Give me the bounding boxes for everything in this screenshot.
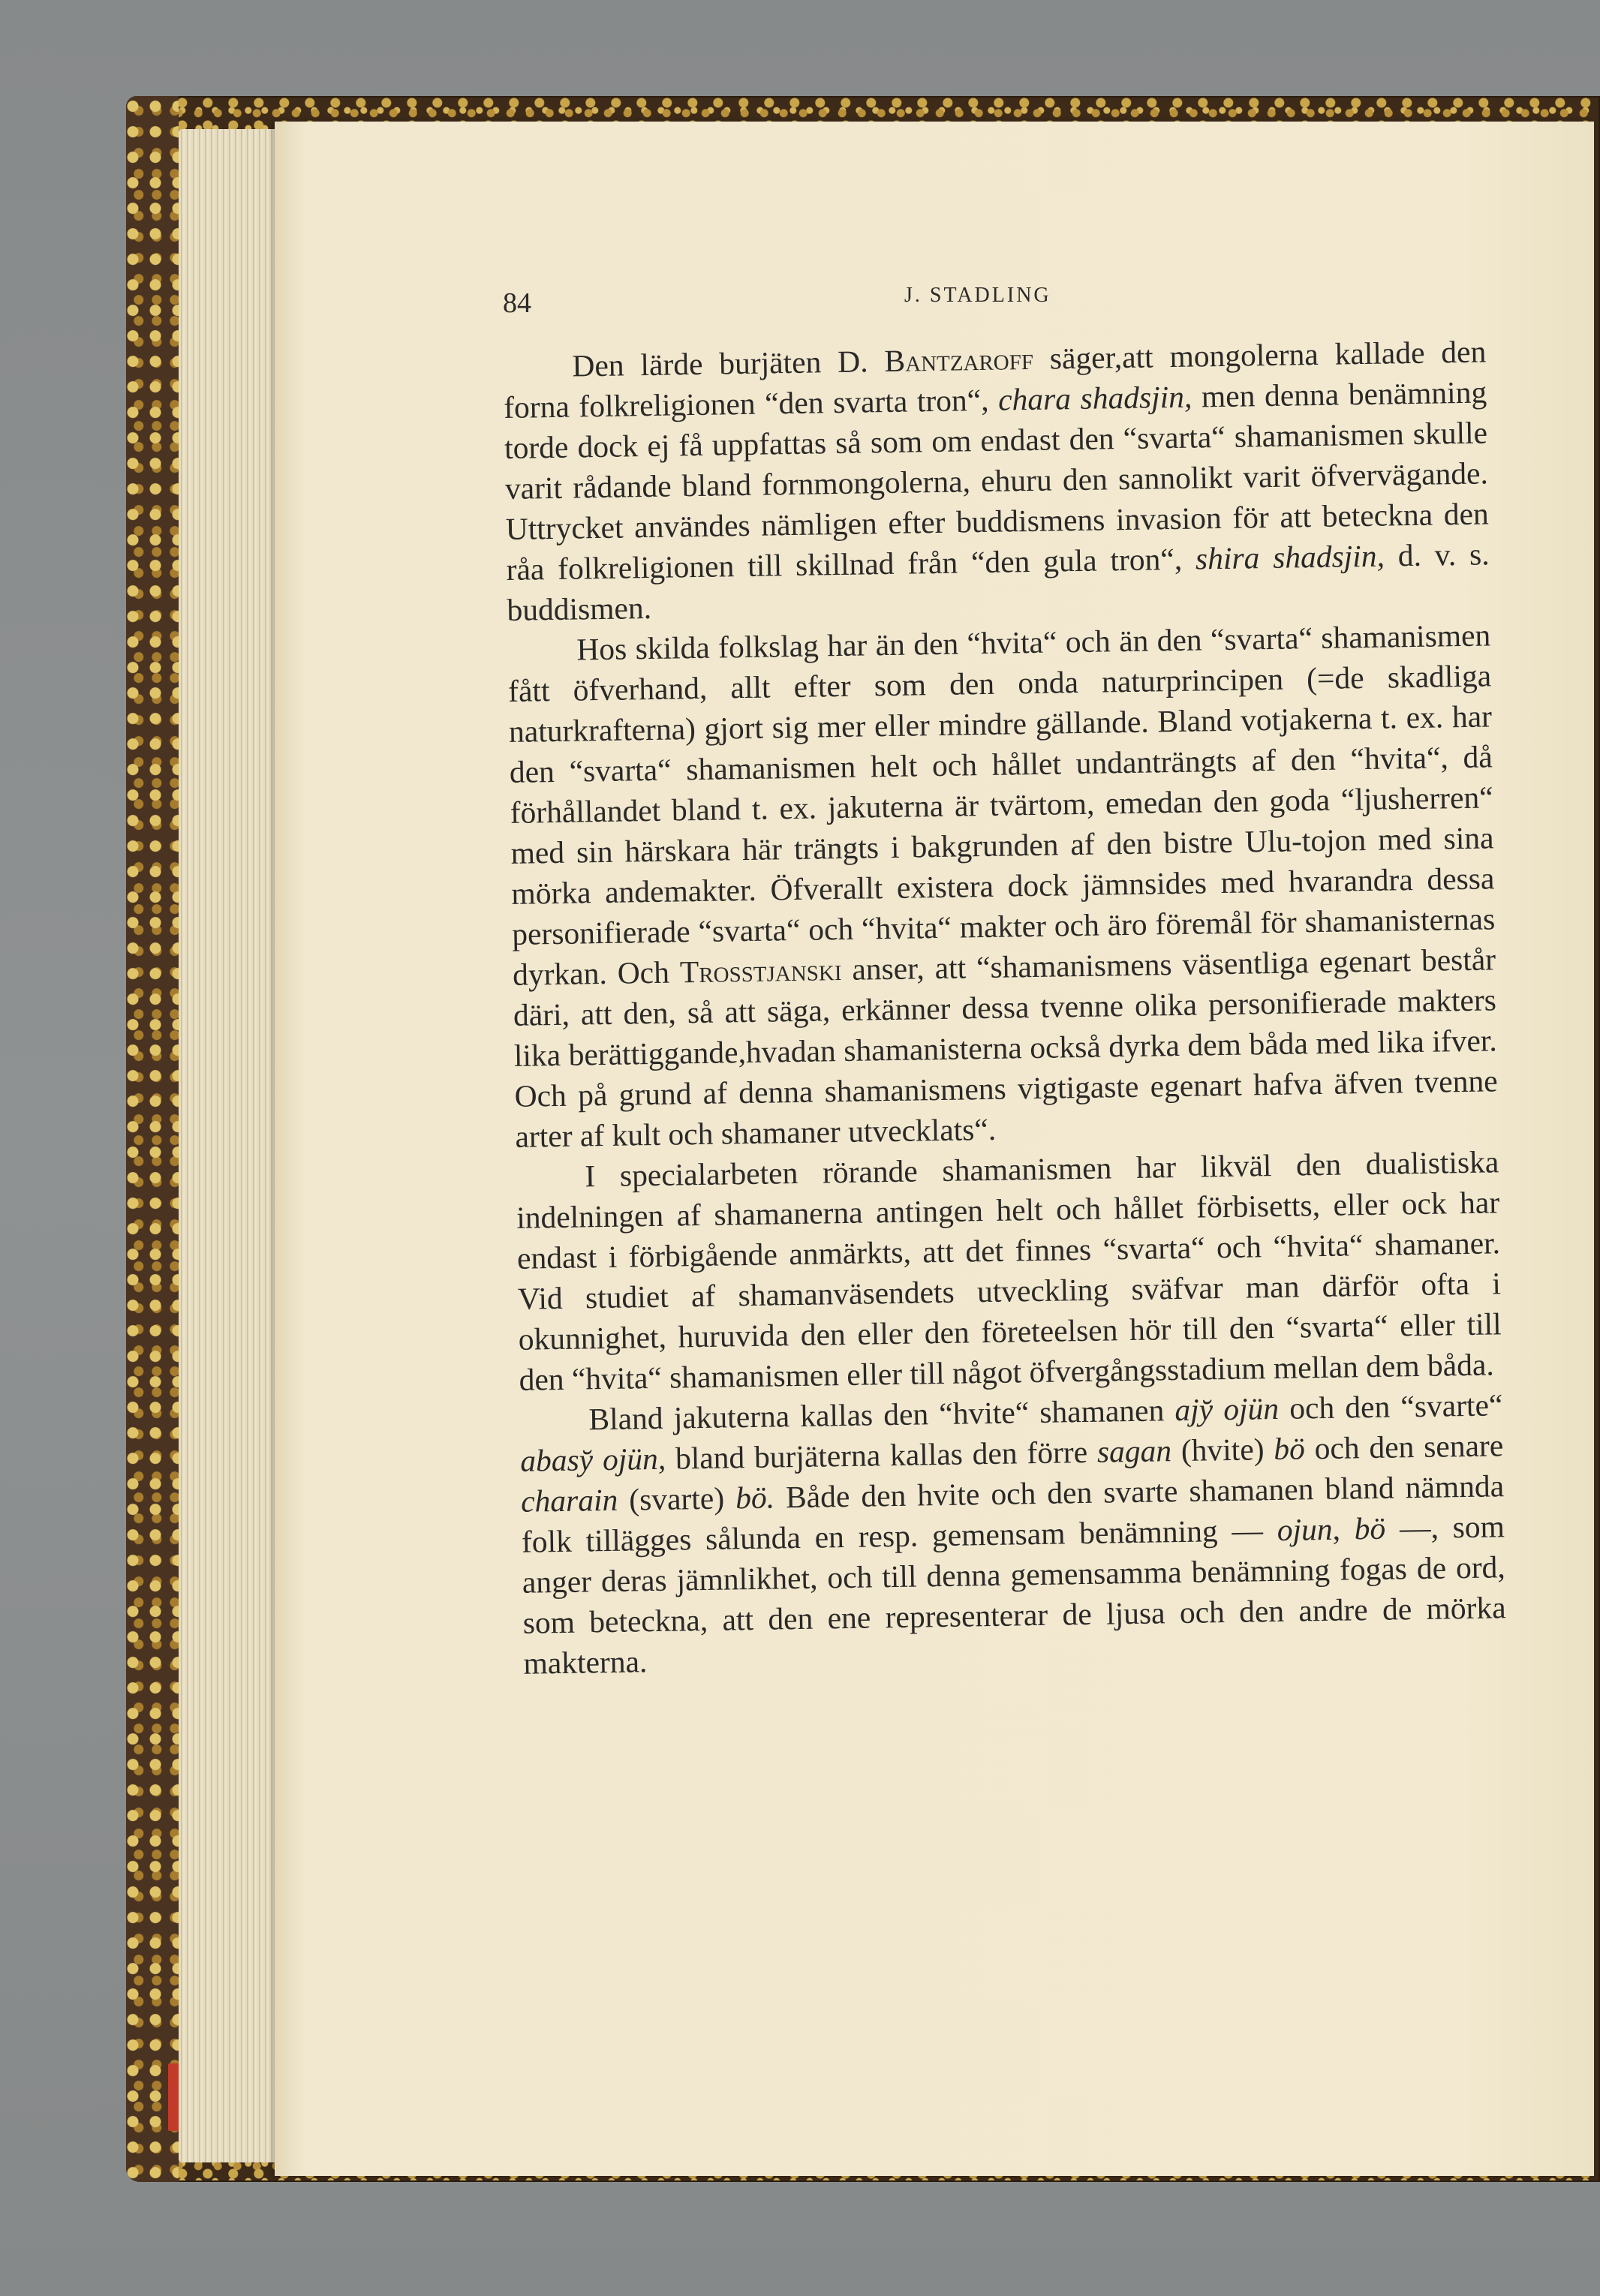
page-header	[503, 284, 1478, 329]
italic-term: abasy̆ ojün,	[519, 1441, 666, 1478]
author-name-small-caps: Trosstjanski	[679, 952, 842, 990]
text-run: Hos skilda folkslag har än den “hvita“ och än den “svarta“ shamanismen fått öfverhand, allt efter som den onda naturprincipen (=de skadliga naturkrafterna) gjort sig mer eller mindre gällande. Bland votjakerna t. ex. har den “svarta“ shamanismen helt och hållet undanträngts af den “hvita“, då förhållandet bland t. ex. jakuterna är tvärtom, emedan den goda “ljusherren“ med sin härskara här trängts i bakgrunden af den bistre Ulu-tojon med sina mörka andemakter. Öfverallt existera dock jämnsides med hvarandra dessa personifierade “svarta“ och “hvita“ makter och äro föremål för shamanisternas dyrkan. Och	[507, 618, 1496, 992]
italic-term: bö	[1273, 1431, 1306, 1467]
italic-term: bö	[1354, 1510, 1386, 1546]
text-run: (hvite)	[1171, 1432, 1274, 1468]
paragraph-3	[516, 1141, 1502, 1400]
italic-term: bö.	[735, 1480, 775, 1516]
paragraph-1	[503, 331, 1490, 630]
text-run: men denna benämning torde dock ej få uppfattas så som om endast den “svarta“ shamanismen skulle varit rådande bland fornmongolerna, ehuru den sannolikt varit öfvervägande. Uttrycket användes nämligen efter buddismens invasion för att beteckna den råa folkreligionen till skillnad från “den gula tron“,	[504, 374, 1490, 587]
italic-term: ajy̆ ojün	[1174, 1390, 1280, 1428]
text-run: och den “svarte“	[1278, 1387, 1503, 1426]
italic-term: ojun	[1277, 1511, 1333, 1547]
page-number: 84	[503, 287, 531, 319]
text-run: (svarte)	[617, 1480, 736, 1517]
text-run: Den lärde burjäten D.	[572, 344, 885, 383]
text-run: säger,att mongolerna kallade den forna folkreligionen “den svarta tron“,	[503, 334, 1487, 425]
text-run: —, som anger deras jämnlikhet, och till denna gemensamma benämning fogas de ord, som beteckna, att den ene representerar de ljusa och den andre de mörka makterna.	[522, 1509, 1506, 1681]
paragraph-4	[519, 1384, 1507, 1684]
running-head: J. STADLING	[904, 284, 1051, 307]
book-spine-edge	[126, 96, 179, 2182]
text-run: Bland jakuterna kallas den “hvite“ shamanen	[588, 1393, 1175, 1437]
paragraph-2	[507, 615, 1499, 1156]
italic-term: charain	[520, 1482, 618, 1519]
author-name-small-caps: Bantzaroff	[884, 341, 1034, 379]
text-run: bland burjäterna kallas den förre	[665, 1434, 1098, 1476]
text-run: d. v. s. buddismen.	[507, 536, 1490, 627]
text-run: Både den hvite och den svarte shamanen bland nämnda folk tillägges sålunda en resp. gemensam benämning —	[521, 1468, 1505, 1559]
body-text	[503, 331, 1507, 1683]
italic-term: shira shadsjin,	[1195, 538, 1385, 576]
text-run: anser, att “shamanismens väsentliga egenart består däri, att den, så att säga, erkänner dessa tvenne olika personifierade makters lika berättiggande,hvadan shamanisterna också dyrka dem båda med lika ifver. Och på grund af denna shamanismens vigtigaste egenart hafva äfven tvenne arter af kult och shamaner utvecklats“.	[513, 942, 1498, 1154]
text-run: I specialarbeten rörande shamanismen har likväl den dualistiska indelningen af shamanerna antingen helt och hållet förbisetts, eller ock har endast i förbigående anmärkts, att det finnes “svarta“ och “hvita“ shamaner. Vid studiet af shamanväsendets utveckling sväfvar man därför ofta i okunnighet, huruvida den eller den företeelsen hör till den “svarta“ eller till den “hvita“ shamanismen eller till något öfvergångsstadium mellan dem båda.	[516, 1144, 1502, 1397]
italic-term: chara shadsjin,	[997, 379, 1192, 417]
page-stack-edges	[179, 129, 284, 2162]
italic-term: sagan	[1096, 1433, 1172, 1469]
text-run: ,	[1332, 1511, 1355, 1546]
text-run: och den senare	[1304, 1428, 1504, 1466]
